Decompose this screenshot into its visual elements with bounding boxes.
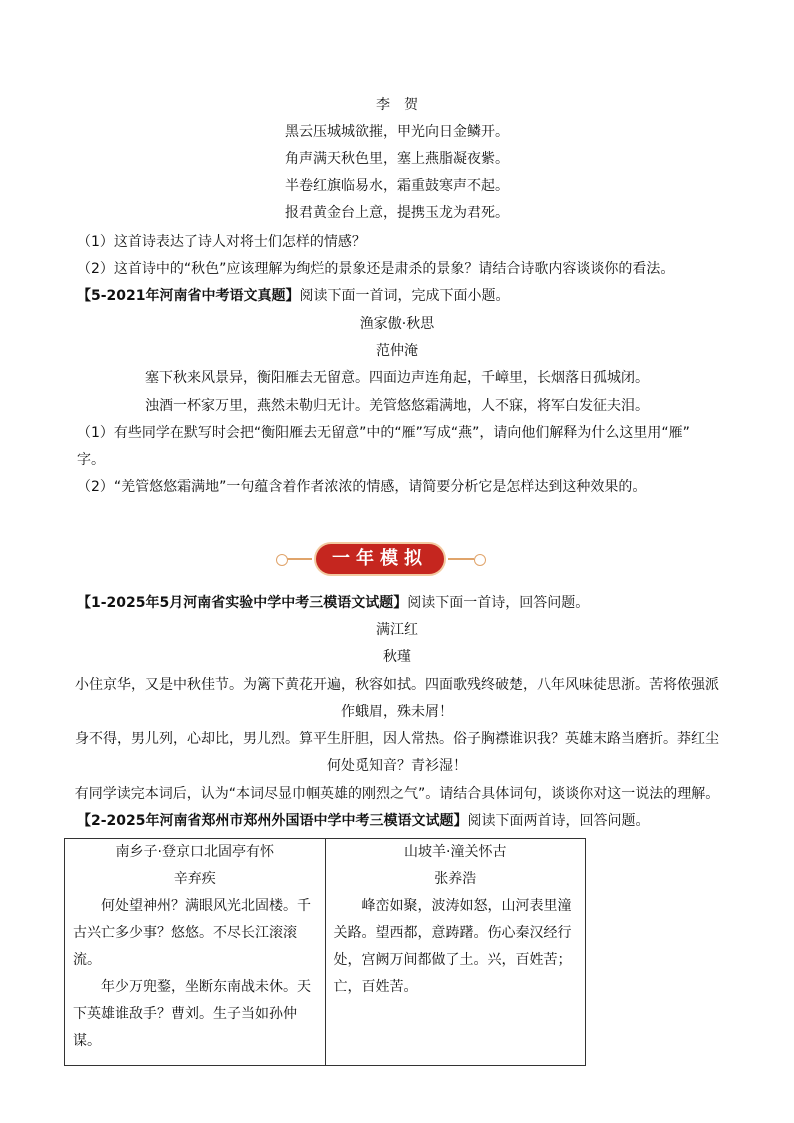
- poem3-author: 秋瑾: [383, 649, 411, 665]
- poem2-author: 范仲淹: [376, 343, 418, 359]
- poem3-source: 【1-2025年5月河南省实验中学中考三模语文试题】: [77, 595, 408, 611]
- right-ornament-line: [448, 558, 474, 560]
- poem2-line-2: 浊酒一杯家万里，燕然未勒归无计。羌管悠悠霜满地，人不寐，将军白发征夫泪。: [145, 398, 649, 414]
- poem2-question-1: （1）有些同学在默写时会把“衡阳雁去无留意”中的“雁”写成“燕”，请向他们解释为什么这里用“雁”: [77, 425, 690, 441]
- right-poem-cell: [325, 839, 586, 1066]
- left-poem-stanza-2: 年少万兜鍪，坐断东南战未休。天下英雄谁敌手？曹刘。生子当如孙仲谋。: [73, 979, 311, 1049]
- poem4-source: 【2-2025年河南省郑州市郑州外国语中学中考三模语文试题】: [77, 813, 468, 829]
- poem3-instruction: 阅读下面一首诗，回答问题。: [407, 595, 590, 611]
- poem3-question: 有同学读完本词后，认为“本词尽显巾帼英雄的刚烈之气”。请结合具体词句，谈谈你对这一说法的理解。: [74, 786, 720, 802]
- poem1-line-2: 角声满天秋色里，塞上燕脂凝夜紫。: [285, 151, 509, 167]
- poem1-line-1: 黑云压城城欲摧，甲光向日金鳞开。: [285, 124, 509, 140]
- poem2-source: 【5-2021年河南省中考语文真题】: [77, 288, 300, 304]
- poem3-line-2: 作蛾眉，殊未屑！: [341, 704, 453, 720]
- left-ornament-line: [286, 558, 312, 560]
- poem2-intro: [77, 286, 510, 306]
- poem3-title: 满江红: [376, 622, 418, 638]
- section-title: 一年模拟: [316, 544, 444, 574]
- poem2-question-1-cont: 字。: [77, 452, 105, 468]
- poem1-line-3: 半卷红旗临易水，霜重鼓寒声不起。: [285, 178, 509, 194]
- right-poem-author: 张养浩: [434, 871, 477, 887]
- poem2-line-1: 塞下秋来风景异，衡阳雁去无留意。四面边声连角起，千嶂里，长烟落日孤城闭。: [145, 370, 649, 386]
- left-ornament-dot: [276, 554, 288, 566]
- poem3-line-3: 身不得，男儿列，心却比，男儿烈。算平生肝胆，因人常热。俗子胸襟谁识我？英雄末路当磨折。莽红尘: [75, 731, 719, 747]
- poem2-instruction: 阅读下面一首词，完成下面小题。: [299, 288, 510, 304]
- right-poem-body: 峰峦如聚，波涛如怒，山河表里潼关路。望西都，意踌躇。伤心秦汉经行处，宫阙万间都做了土。兴，百姓苦；亡，百姓苦。: [333, 898, 572, 995]
- poem1-question-2: （2）这首诗中的“秋色”应该理解为绚烂的景象还是肃杀的景象？请结合诗歌内容谈谈你的看法。: [77, 261, 675, 277]
- poem3-intro: [77, 593, 589, 613]
- left-poem-title: 南乡子·登京口北固亭有怀: [115, 844, 274, 860]
- poem1-question-1: （1）这首诗表达了诗人对将士们怎样的情感？: [77, 234, 366, 250]
- poem2-title: 渔家傲·秋思: [359, 316, 435, 332]
- poem4-intro: [77, 811, 650, 831]
- poem3-line-1: 小住京华，又是中秋佳节。为篱下黄花开遍，秋容如拭。四面歌残终破楚，八年风味徒思浙。苦将侬强派: [75, 677, 719, 693]
- left-poem-author: 辛弃疾: [173, 871, 216, 887]
- left-poem-stanza-1: 何处望神州？满眼风光北固楼。千古兴亡多少事？悠悠。不尽长江滚滚流。: [73, 898, 311, 968]
- poem4-instruction: 阅读下面两首诗，回答问题。: [467, 813, 650, 829]
- section-header: [0, 544, 794, 576]
- poem2-question-2: （2）“羌管悠悠霜满地”一句蕴含着作者浓浓的情感，请简要分析它是怎样达到这种效果的。: [77, 479, 647, 495]
- left-poem-cell: [65, 839, 326, 1066]
- poem1-line-4: 报君黄金台上意，提携玉龙为君死。: [285, 205, 509, 221]
- poem-comparison-table: [64, 838, 586, 1066]
- right-poem-title: 山坡羊·潼关怀古: [404, 844, 507, 860]
- poem3-line-4: 何处觅知音？青衫湿！: [327, 758, 467, 774]
- table-row: [65, 839, 586, 1066]
- right-ornament-dot: [474, 554, 486, 566]
- poem1-author: 李 贺: [376, 97, 418, 113]
